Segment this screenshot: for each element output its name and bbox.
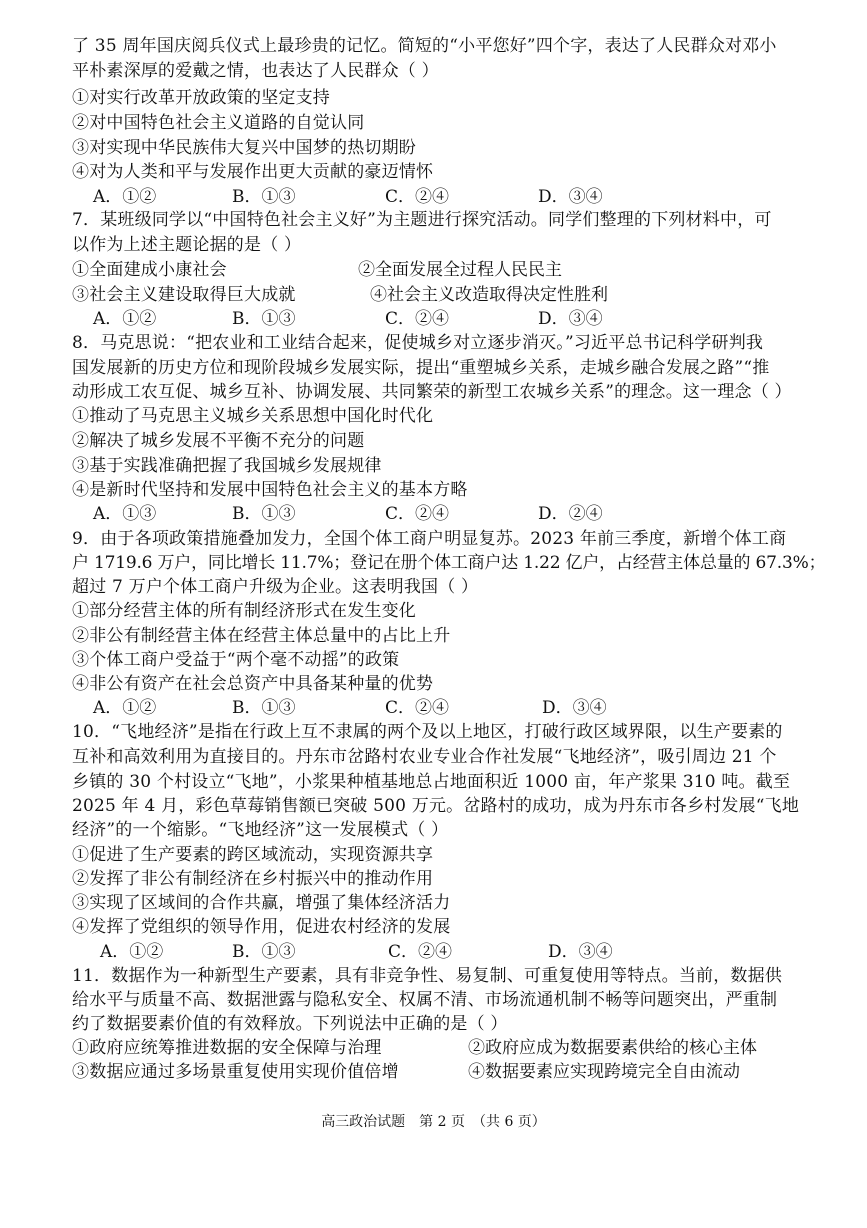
q8-statement-3: ③基于实践准确把握了我国城乡发展规律 [72, 456, 382, 476]
q8-choice-d: D．②④ [538, 504, 603, 524]
q7-statement-1: ①全面建成小康社会 [72, 260, 227, 280]
q10-statement-3: ③实现了区域间的合作共赢，增强了集体经济活力 [72, 893, 451, 913]
q7-choice-d: D．③④ [538, 309, 603, 329]
q7-choice-a: A．①② [93, 309, 157, 329]
q7-choice-c: C．②④ [385, 309, 450, 329]
q10-stem-line-4: 2025 年 4 月，彩色草莓销售额已突破 500 万元。岔路村的成功，成为丹东市各乡村发展“飞地 [72, 796, 800, 816]
q8-choice-c: C．②④ [385, 504, 450, 524]
q10-statement-1: ①促进了生产要素的跨区域流动，实现资源共享 [72, 845, 434, 865]
q9-statement-3: ③个体工商户受益于“两个毫不动摇”的政策 [72, 650, 400, 670]
q8-choice-a: A．①③ [93, 504, 157, 524]
q11-statement-2: ②政府应成为数据要素供给的核心主体 [468, 1038, 757, 1058]
intro-statement-2: ②对中国特色社会主义道路的自觉认同 [72, 113, 365, 133]
q10-statement-2: ②发挥了非公有制经济在乡村振兴中的推动作用 [72, 869, 434, 889]
q7-stem-line-2: 以作为上述主题论据的是（ ） [72, 235, 302, 255]
intro-line-2: 平朴素深厚的爱戴之情，也表达了人民群众（ ） [72, 61, 439, 81]
q8-stem-line-2: 国发展新的历史方位和现阶段城乡发展实际，提出“重塑城乡关系，走城乡融合发展之路”“推 [72, 358, 770, 378]
q7-statement-2: ②全面发展全过程人民民主 [358, 260, 562, 280]
q9-stem-line-1: 9．由于各项政策措施叠加发力，全国个体工商户明显复苏。2023 年前三季度，新增个体工商 [72, 529, 787, 549]
q8-stem-line-1: 8．马克思说：“把农业和工业结合起来，促使城乡对立逐步消灭。”习近平总书记科学研判我 [72, 333, 764, 353]
q10-choice-c: C．②④ [388, 942, 453, 962]
q11-stem-line-2: 给水平与质量不高、数据泄露与隐私安全、权属不清、市场流通机制不畅等问题突出，严重制 [72, 990, 778, 1010]
q9-statement-2: ②非公有制经营主体在经营主体总量中的占比上升 [72, 626, 451, 646]
q10-stem-line-1: 10．“飞地经济”是指在行政上互不隶属的两个及以上地区，打破行政区域界限，以生产要素的 [72, 722, 783, 742]
q11-statement-4: ④数据要素应实现跨境完全自由流动 [468, 1062, 740, 1082]
q10-choice-d: D．③④ [548, 942, 613, 962]
q8-statement-2: ②解决了城乡发展不平衡不充分的问题 [72, 431, 365, 451]
intro-statement-3: ③对实现中华民族伟大复兴中国梦的热切期盼 [72, 138, 416, 158]
q9-choice-b: B．①③ [232, 698, 296, 718]
intro-choice-a: A．①② [93, 187, 157, 207]
q9-statement-4: ④非公有资产在社会总资产中具备某种量的优势 [72, 674, 434, 694]
page-footer: 高三政治试题 第 2 页 （共 6 页） [321, 1114, 546, 1130]
intro-choice-c: C．②④ [385, 187, 450, 207]
q7-stem-line-1: 7．某班级同学以“中国特色社会主义好”为主题进行探究活动。同学们整理的下列材料中，可 [72, 210, 772, 230]
intro-statement-4: ④对为人类和平与发展作出更大贡献的豪迈情怀 [72, 162, 434, 182]
q7-statement-4: ④社会主义改造取得决定性胜利 [370, 285, 608, 305]
q9-stem-line-3: 超过 7 万户个体工商户升级为企业。这表明我国（ ） [72, 577, 479, 597]
q8-stem-line-3: 动形成工农互促、城乡互补、协调发展、共同繁荣的新型工农城乡关系”的理念。这一理念（ ） [72, 382, 792, 402]
q10-statement-4: ④发挥了党组织的领导作用，促进农村经济的发展 [72, 917, 451, 937]
q10-stem-line-5: 经济”的一个缩影。“飞地经济”这一发展模式（ ） [72, 820, 449, 840]
q9-choice-c: C．②④ [385, 698, 450, 718]
q11-stem-line-3: 约了数据要素价值的有效释放。下列说法中正确的是（ ） [72, 1014, 508, 1034]
intro-statement-1: ①对实行改革开放政策的坚定支持 [72, 88, 330, 108]
q7-choice-b: B．①③ [232, 309, 296, 329]
q9-statement-1: ①部分经营主体的所有制经济形式在发生变化 [72, 601, 416, 621]
q9-choice-a: A．①② [93, 698, 157, 718]
intro-choice-d: D．③④ [538, 187, 603, 207]
q9-choice-d: D．③④ [542, 698, 607, 718]
q10-choice-a: A．①② [100, 942, 164, 962]
q8-statement-1: ①推动了马克思主义城乡关系思想中国化时代化 [72, 406, 434, 426]
q9-stem-line-2: 户 1719.6 万户，同比增长 11.7%；登记在册个体工商户达 1.22 亿户，占经营主体总量的 67.3%； [72, 553, 826, 573]
q10-stem-line-3: 乡镇的 30 个村设立“飞地”，小浆果种植基地总占地面积近 1000 亩，年产浆果 310 吨。截至 [72, 772, 791, 792]
q7-statement-3: ③社会主义建设取得巨大成就 [72, 285, 296, 305]
q11-statement-1: ①政府应统筹推进数据的安全保障与治理 [72, 1038, 382, 1058]
intro-choice-b: B．①③ [232, 187, 296, 207]
q11-statement-3: ③数据应通过多场景重复使用实现价值倍增 [72, 1062, 399, 1082]
q10-stem-line-2: 互补和高效利用为直接目的。丹东市岔路村农业专业合作社发展“飞地经济”，吸引周边 21 个 [72, 747, 777, 767]
q8-statement-4: ④是新时代坚持和发展中国特色社会主义的基本方略 [72, 480, 468, 500]
q8-choice-b: B．①③ [232, 504, 296, 524]
q11-stem-line-1: 11．数据作为一种新型生产要素，具有非竞争性、易复制、可重复使用等特点。当前，数据供 [72, 966, 783, 986]
q10-choice-b: B．①③ [232, 942, 296, 962]
intro-line-1: 了 35 周年国庆阅兵仪式上最珍贵的记忆。简短的“小平您好”四个字，表达了人民群众对邓小 [72, 36, 777, 56]
